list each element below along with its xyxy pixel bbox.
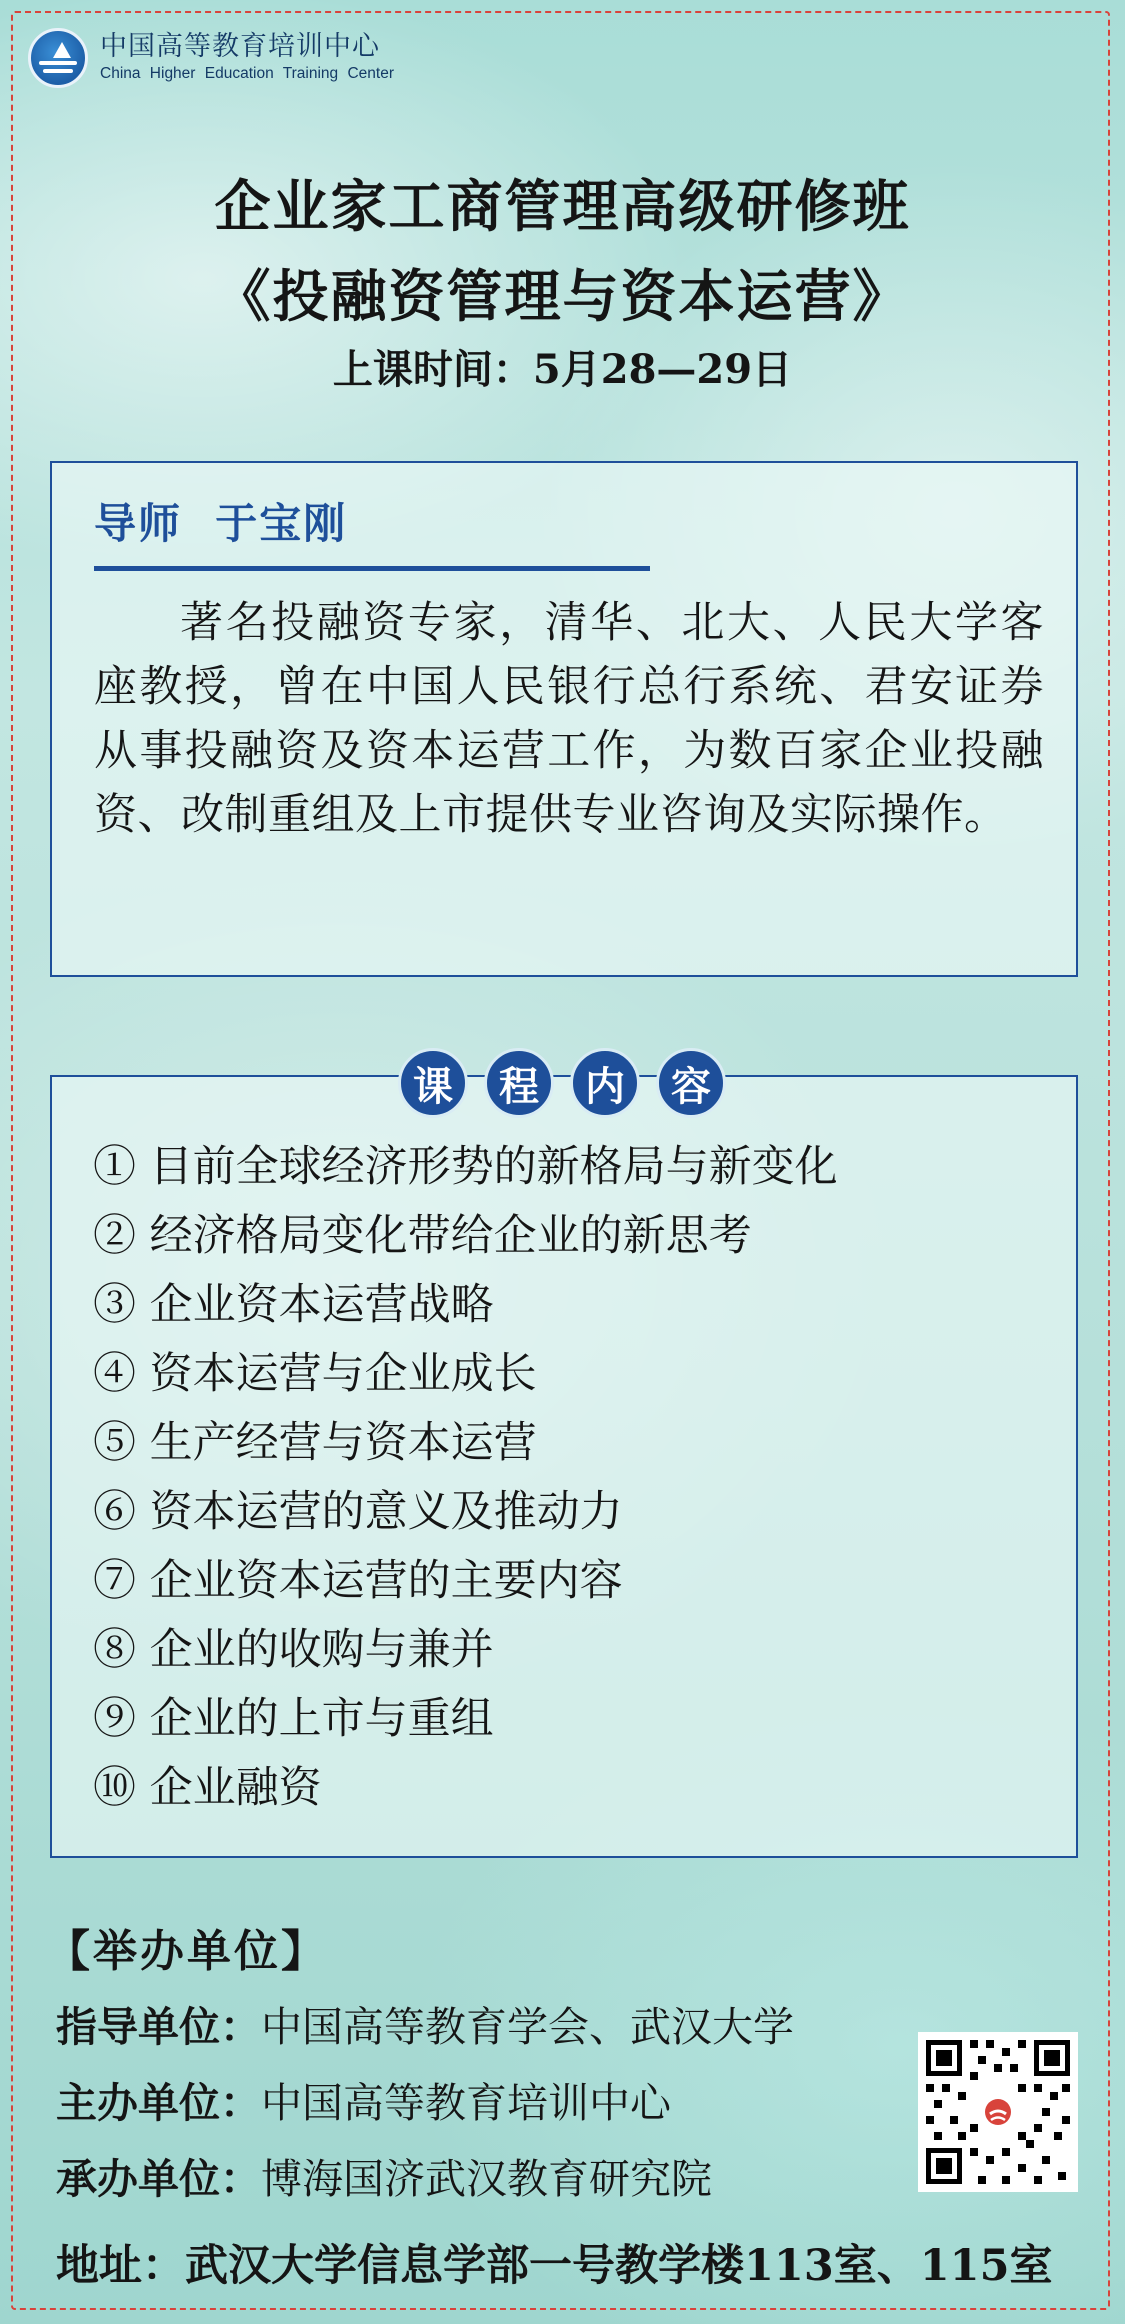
list-item: ⑥ 资本运营的意义及推动力 <box>93 1487 623 1537</box>
logo-name-cn: 中国高等教育培训中心 <box>100 31 380 62</box>
list-item: ⑤ 生产经营与资本运营 <box>93 1418 537 1468</box>
address: 地址：武汉大学信息学部一号教学楼113室、115室 <box>56 2241 1053 2291</box>
list-item: ⑩ 企业融资 <box>93 1763 322 1813</box>
class-date: 上课时间：5月28—29日 <box>332 346 793 393</box>
list-item: ③ 企业资本运营战略 <box>93 1280 494 1330</box>
logo-name-en: China Higher Education Training Center <box>100 65 394 82</box>
mentor-panel <box>50 461 1078 977</box>
list-item: ② 经济格局变化带给企业的新思考 <box>93 1211 752 1261</box>
host-unit <box>56 2070 671 2129</box>
course-title: 《投融资管理与资本运营》 <box>214 264 911 330</box>
course-heading <box>398 1048 742 1118</box>
list-item: ⑧ 企业的收购与兼并 <box>93 1625 494 1675</box>
course-heading-char: 内 <box>570 1048 640 1118</box>
list-item: ① 目前全球经济形势的新格局与新变化 <box>93 1142 838 1192</box>
qr-code-icon[interactable] <box>918 2032 1078 2192</box>
organizer-unit-label: 承办单位： <box>56 2155 261 2203</box>
course-list <box>93 1133 838 1823</box>
mentor-heading: 导师 于宝刚 <box>94 499 348 548</box>
organizer-unit <box>56 2146 712 2205</box>
mentor-divider <box>94 566 650 571</box>
guide-unit <box>56 1994 794 2053</box>
host-unit-value: 中国高等教育培训中心 <box>261 2079 671 2127</box>
organizers-heading: 【举办单位】 <box>46 1926 328 1977</box>
logo <box>28 28 394 88</box>
page-title: 企业家工商管理高级研修班 <box>214 174 911 240</box>
guide-unit-value: 中国高等教育学会、武汉大学 <box>261 2003 794 2051</box>
course-heading-char: 课 <box>398 1048 468 1118</box>
host-unit-label: 主办单位： <box>56 2079 261 2127</box>
list-item: ④ 资本运营与企业成长 <box>93 1349 537 1399</box>
education-center-logo-icon <box>28 28 88 88</box>
course-heading-char: 程 <box>484 1048 554 1118</box>
list-item: ⑨ 企业的上市与重组 <box>93 1694 494 1744</box>
organizer-unit-value: 博海国济武汉教育研究院 <box>261 2155 712 2203</box>
course-heading-char: 容 <box>656 1048 726 1118</box>
guide-unit-label: 指导单位： <box>56 2003 261 2051</box>
list-item: ⑦ 企业资本运营的主要内容 <box>93 1556 623 1606</box>
mentor-bio: 著名投融资专家，清华、北大、人民大学客座教授，曾在中国人民银行总行系统、君安证券从事投融资及资本运营工作，为数百家企业投融资、改制重组及上市提供专业咨询及实际操作。 <box>94 598 1044 840</box>
